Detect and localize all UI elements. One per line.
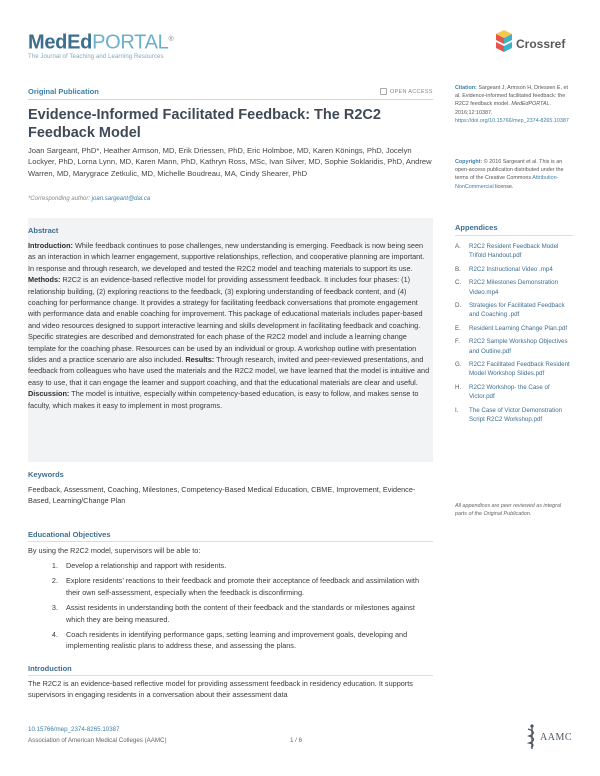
abstract-discussion-label: Discussion: [28, 389, 70, 399]
appendix-letter: A. [455, 243, 461, 250]
objective-number: 2. [51, 576, 58, 586]
corresponding-author [28, 196, 150, 202]
appendix-item-e[interactable] [455, 324, 575, 333]
objective-text: Explore residents’ reactions to their feedback and promote their acceptance of feedback and assimilation with their own self-assessment, especially when the feedback is disconfirming. [66, 576, 420, 597]
author-list: Joan Sargeant, PhD*, Heather Armson, MD, Erik Driessen, PhD, Eric Holmboe, MD, Karen Könings, PhD, Jocelyn Lockyer, PhD, Lorna Lynn, MD, Karen Mann, PhD, Kathryn Ross, MSc, Ivan Silver, MD, Sophie Soklaridis, PhD, Andrew Warren, MD, Marygrace Zetkulic, MD, Michelle Boudreau, MA, Cindy Shearer, PhD [28, 146, 432, 178]
appendix-link[interactable]: R2C2 Workshop- the Case of Victor.pdf [469, 383, 550, 401]
copyright-block [455, 158, 575, 191]
objective-text: Develop a relationship and rapport with residents. [66, 561, 227, 570]
appendix-letter: D. [455, 302, 462, 310]
journal-brand [28, 30, 173, 53]
corresponding-email-link[interactable]: joan.sargeant@dal.ca [91, 196, 151, 202]
appendix-note: All appendices are peer reviewed as integral parts of the Original Publication. [455, 503, 562, 517]
appendix-item-f[interactable] [455, 337, 575, 356]
objective-text: Assist residents in understanding both the content of their feedback and the standards or milestones against which they are being measured. [66, 603, 415, 624]
header-divider [28, 99, 433, 100]
abstract-intro-label: Introduction: [28, 241, 73, 250]
list-item [28, 602, 433, 625]
appendix-letter: G. [455, 361, 462, 369]
objective-number: 4. [51, 630, 58, 640]
abstract-section [28, 218, 433, 462]
citation-doi-link[interactable]: https://doi.org/10.15766/mep_2374-8265.10387 [455, 117, 569, 124]
abstract-methods-text: R2C2 is an evidence-based reflective model for providing assessment feedback. It includes four phases: (1) relationship building, (2) exploring reactions to the feedback, (3) exploring understanding of feedback content, and (4) coaching for performance change. It provides a strategy for facilitating feedback conversations that promote engagement with performance data and enable coaching for improvement. This package of educational materials includes paper-based and video resources designed to support interactive learning and skills development in facilitating feedback and coaching. Specific strategies are described and demonstrated for each phase of the R2C2 model and include a learning change template for the coaching phase. Resources can be used by an individual or group. A workshop outline with presentation slides and a practice scenario are also included. [28, 275, 423, 365]
appendix-letter: H. [455, 383, 462, 391]
open-access-label: OPEN ACCESS [390, 88, 433, 95]
abstract-discussion-text: The model is intuitive, especially within competency-based education, is easy to follow, and makes sense to faculty, which makes it easy to implement in most programs. [28, 389, 419, 410]
list-item [28, 629, 433, 652]
article-title: Evidence-Informed Facilitated Feedback: The R2C2 Feedback Model [28, 107, 381, 141]
copyright-label: Copyright: [455, 159, 483, 165]
copyright-end: license. [493, 183, 514, 190]
keywords-list: Feedback, Assessment, Coaching, Milestones, Competency-Based Medical Education, CBME, Improvement, Evidence-Based, Learning/Change Plan [28, 485, 416, 506]
objectives-intro: By using the R2C2 model, supervisors will be able to: [28, 546, 201, 555]
appendix-link[interactable]: R2C2 Facilitated Feedback Resident Model Workshop Slides.pdf [469, 361, 570, 378]
appendix-item-g[interactable] [455, 360, 575, 379]
list-item [28, 560, 433, 571]
copyright-text: © 2016 Sargeant et al. This is an open-access publication distributed under the terms of the Creative Commons [455, 159, 564, 182]
article-type: Original Publication [28, 87, 99, 96]
journal-logo[interactable] [28, 30, 173, 60]
corresponding-prefix: *Corresponding author: [28, 196, 92, 202]
appendix-letter: B. [455, 265, 461, 273]
appendices-heading: Appendices [455, 223, 498, 232]
appendix-letter: I. [455, 406, 459, 414]
appendix-item-a[interactable] [455, 242, 575, 261]
objectives-heading: Educational Objectives [28, 530, 111, 539]
objective-number: 1. [51, 561, 58, 570]
appendix-item-h[interactable] [455, 383, 575, 402]
appendix-item-i[interactable] [455, 406, 575, 425]
journal-tagline: The Journal of Teaching and Learning Resources [28, 53, 164, 60]
appendix-link[interactable]: Strategies for Facilitated Feedback and Coaching .pdf [469, 302, 565, 319]
appendix-item-c[interactable] [455, 278, 575, 297]
appendix-link[interactable]: Resident Learning Change Plan.pdf [469, 324, 568, 332]
crossref-badge[interactable] [496, 30, 565, 52]
appendix-letter: C. [455, 279, 462, 287]
citation-year: . 2016;12:10387. [455, 101, 551, 116]
aamc-label: AAMC [540, 731, 573, 743]
citation-text: Sargeant J, Armson H, Driessen E, et al. Evidence-informed facilitated feedback: the R2C2 feedback model. [455, 85, 568, 108]
abstract-results-text: Through research, invited and peer-reviewed presentations, and feedback from colleagues who have used the materials and the R2C2 model, we have learned that the model is intuitive and easy to use, that it can engage the learner and support coaching, and that the educational materials are clear and useful. [28, 355, 430, 387]
abstract-methods-label: Methods: [28, 275, 61, 285]
appendix-link[interactable]: R2C2 Instructional Video .mp4 [469, 265, 553, 273]
footer-association: Association of American Medical Colleges (AAMC) [28, 737, 167, 744]
appendix-link[interactable]: R2C2 Milestones Demonstration Video.mp4 [469, 279, 559, 296]
list-item [28, 575, 433, 598]
license-link[interactable]: Attribution-NonCommercial [455, 175, 559, 190]
appendices-divider [455, 235, 573, 236]
abstract-body [28, 240, 431, 411]
appendix-item-b[interactable] [455, 265, 575, 274]
citation-journal: MedEdPORTAL [511, 101, 550, 108]
appendix-item-d[interactable] [455, 301, 575, 320]
appendix-letter: E. [455, 324, 461, 332]
brand-part1: MedEd [28, 31, 93, 54]
keywords-heading: Keywords [28, 470, 64, 479]
abstract-results-label: Results: [185, 355, 215, 365]
brand-registered: ® [168, 36, 174, 43]
appendices-list [455, 242, 575, 428]
introduction-heading: Introduction [28, 664, 72, 673]
appendix-link[interactable]: R2C2 Resident Feedback Model Trifold Handout.pdf [469, 243, 559, 260]
objective-number: 3. [51, 603, 58, 613]
introduction-divider [28, 675, 433, 676]
appendix-letter: F. [455, 338, 460, 346]
objective-text: Coach residents in identifying performance gaps, setting learning and improvement goals, developing and implementing realistic plans to address these, and assessing the plans. [66, 630, 408, 651]
objectives-list [28, 560, 433, 656]
appendix-link[interactable]: R2C2 Sample Workshop Objectives and Outline.pdf [469, 338, 568, 355]
abstract-heading: Abstract [28, 226, 59, 235]
crossref-icon [496, 30, 512, 52]
brand-part2: PORTAL [92, 31, 169, 54]
aamc-logo [526, 724, 572, 750]
lock-icon [380, 88, 387, 95]
introduction-body: The R2C2 is an evidence-based reflective model for providing assessment feedback in residency education. It supports supervisors in engaging residents in a conversation about their assessment data [28, 679, 413, 700]
abstract-intro-text: While feedback continues to pose challenges, new understanding is emerging. Feedback is now being seen as an interaction in which learner engagement, supportive relationships, reflection, and cooperative planning are important. In response and through research, we developed and tested the R2C2 model and teaching materials to support its use. [28, 241, 425, 273]
aamc-staff-icon [526, 724, 538, 750]
citation-label: Citation: [455, 85, 477, 91]
footer-doi-link[interactable]: 10.15766/mep_2374-8265.10387 [28, 726, 120, 733]
page-number: 1 / 6 [290, 737, 303, 744]
appendix-link[interactable]: The Case of Victor Demonstration Script R2C2 Workshop.pdf [469, 406, 563, 423]
open-access-badge [380, 88, 433, 95]
crossref-label: Crossref [516, 37, 566, 51]
citation-block [455, 84, 575, 125]
objectives-divider [28, 541, 433, 542]
